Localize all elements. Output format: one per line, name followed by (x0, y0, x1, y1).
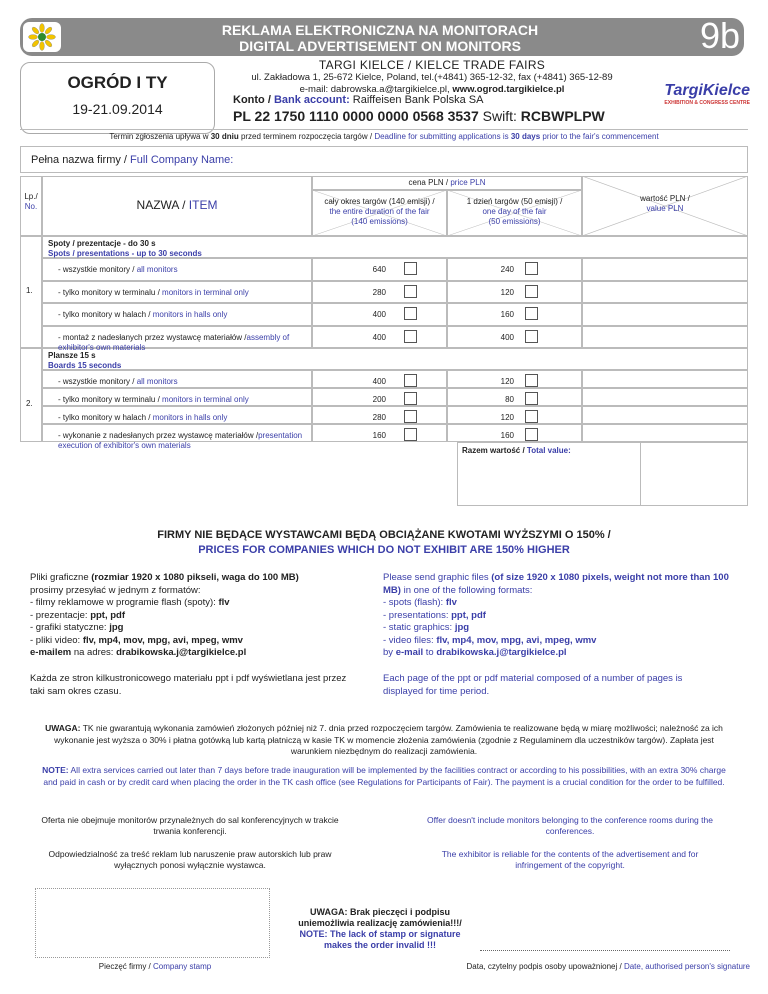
pages-note-pl: Każda ze stron kilkustronicowego materiału ppt i pdf wyświetlana jest przez taki sam okres czasu. (30, 673, 347, 697)
logo-text: TargiKielce (664, 82, 750, 99)
header-title (160, 22, 600, 54)
section2-title: Plansze 15 s Boards 15 seconds (48, 351, 122, 370)
company-stamp-area[interactable] (35, 888, 270, 958)
price-day: 120 (500, 287, 514, 297)
warning-en: NOTE: All extra services carried out later than 7 days before trade inauguration will be implemented by the facilities contract or according to his possibilities, with an extra 30% charge and paid in cash or by credit card when placing the order in the TK cash office (see Regulations for Participants of Fair). The payment is a crucial condition for the order to be fulfilled. (42, 765, 726, 787)
price-day: 120 (500, 377, 514, 386)
company-name-field[interactable] (20, 146, 748, 173)
responsibility-note-en: The exhibitor is reliable for the contents of the advertisement and for infringement of the copyright. (441, 849, 699, 870)
company-label-pl: Pełna nazwa firmy / (31, 154, 131, 166)
logo-subtext: EXHIBITION & CONGRESS CENTRE (664, 100, 750, 106)
fair-info (222, 58, 642, 96)
price-day: 160 (500, 431, 514, 440)
checkbox-entire[interactable] (404, 374, 417, 387)
non-exhibitor-notice (80, 528, 688, 558)
price-day: 120 (500, 413, 514, 422)
flower-logo-icon (23, 22, 61, 52)
swift-code: RCBWPLPW (520, 108, 605, 124)
price-entire: 640 (372, 265, 386, 274)
account-number: PL 22 1750 1110 0000 0000 0568 3537 (233, 108, 479, 124)
price-entire: 400 (372, 332, 386, 342)
swift-label: Swift: (478, 108, 521, 124)
section2-no: 2. (26, 399, 33, 408)
company-label-en: Full Company Name: (130, 154, 234, 166)
stamp-label: Pieczęć firmy / Company stamp (98, 962, 212, 971)
price-header: cena PLN / price PLN (408, 178, 486, 187)
event-dates: 19-21.09.2014 (72, 101, 163, 117)
checkbox-day[interactable] (525, 307, 538, 320)
checkbox-entire[interactable] (404, 392, 417, 405)
fair-name: TARGI KIELCE / KIELCE TRADE FAIRS (318, 58, 546, 72)
event-box (20, 62, 215, 134)
price-entire: 400 (372, 377, 386, 386)
checkbox-entire[interactable] (404, 330, 417, 343)
event-name: OGRÓD I TY (67, 73, 168, 92)
price-entire: 280 (372, 287, 386, 297)
price-entire: 200 (372, 395, 386, 404)
checkbox-day[interactable] (525, 262, 538, 275)
signature-label: Data, czytelny podpis osoby upoważnionej / Date, authorised person's signature (466, 962, 750, 971)
price-day: 80 (505, 395, 514, 404)
price-day: 160 (500, 310, 514, 319)
fair-email[interactable]: e-mail: dabrowska.a@targikielce.pl, (299, 84, 453, 95)
checkbox-day[interactable] (525, 330, 538, 343)
bank-line (233, 94, 483, 106)
order-table (20, 176, 748, 506)
item-header: NAZWA / ITEM (136, 198, 218, 212)
bank-label-en: Bank account: (273, 94, 353, 106)
notice-pl: FIRMY NIE BĘDĄCE WYSTAWCAMI BĘDĄ OBCIĄŻANE KWOTAMI WYŻSZYMI O 150% / (157, 529, 611, 541)
row-label: - wszystkie monitory / all monitors (58, 265, 178, 274)
checkbox-day[interactable] (525, 374, 538, 387)
notice-en: PRICES FOR COMPANIES WHICH DO NOT EXHIBIT ARE 150% HIGHER (198, 544, 570, 556)
responsibility-note-pl: Odpowiedzialność za treść reklam lub naruszenie praw autorskich lub praw wyłącznych ponosi wyłącznie wystawca. (48, 849, 332, 870)
price-day: 240 (500, 265, 514, 274)
deadline-note: Termin zgłoszenia upływa w 30 dniu przed terminem rozpoczęcia targów / Deadline for submitting applications is 30 days prior to the fair's commencement (20, 129, 748, 141)
row-label: - tylko monitory w halach / monitors in halls only (58, 310, 228, 319)
price-entire: 400 (372, 310, 386, 319)
row-label: - tylko monitory w halach / monitors in halls only (58, 413, 228, 422)
checkbox-entire[interactable] (404, 428, 417, 441)
offer-note-en: Offer doesn't include monitors belonging to the conference rooms during the conferences. (427, 815, 713, 836)
row-label: - montaż z nadesłanych przez wystawcę materiałów /assembly of exhibitor's own materials (58, 332, 290, 352)
account-line (233, 108, 605, 124)
targi-kielce-logo (650, 82, 750, 106)
total-label: Razem wartość / Total value: (462, 446, 571, 455)
lp-header: Lp./ No. (24, 192, 38, 211)
row-label: - wszystkie monitory / all monitors (58, 377, 178, 386)
file-requirements-en: Please send graphic files (of size 1920 x 1080 pixels, weight not more than 100 MB) in one of the following formats: - spots (flash): flv - presentations: ppt, pdf - static graphics: jpg - video files: flv, mp4, mov, mpg, avi, mpeg, wmv by e-mail to drabikowska.j@targikielce.pl (383, 572, 729, 658)
row-label: - tylko monitory w terminalu / monitors in terminal only (58, 287, 249, 297)
col-value-header: wartość PLN / value PLN (640, 194, 690, 213)
pages-note-en: Each page of the ppt or pdf material composed of a number of pages is displayed for time period. (383, 673, 683, 697)
checkbox-entire[interactable] (404, 285, 417, 298)
price-day: 400 (500, 332, 514, 342)
col-entire-header: cały okres targów (140 emisji) / the entire duration of the fair (140 emissions) (324, 197, 435, 226)
checkbox-day[interactable] (525, 428, 538, 441)
title-pl: REKLAMA ELEKTRONICZNA NA MONITORACH (221, 22, 539, 38)
title-en: DIGITAL ADVERTISEMENT ON MONITORS (239, 38, 521, 54)
checkbox-day[interactable] (525, 392, 538, 405)
bank-name: Raiffeisen Bank Polska SA (352, 94, 484, 106)
form-code: 9b (699, 15, 740, 56)
col-day-header: 1 dzień targów (50 emisji) / one day of the fair (50 emissions) (466, 197, 563, 226)
stamp-warning: UWAGA: Brak pieczęci i podpisu uniemożliwia realizację zamówienia!!!/ NOTE: The lack of stamp or signature makes the order invalid !!! (298, 907, 462, 950)
fair-address: ul. Zakładowa 1, 25-672 Kielce, Poland, tel.(+4841) 365-12-32, fax (+4841) 365-12-89 (251, 72, 613, 83)
price-entire: 160 (372, 431, 386, 440)
signature-line[interactable] (480, 950, 730, 951)
checkbox-day[interactable] (525, 285, 538, 298)
checkbox-entire[interactable] (404, 410, 417, 423)
checkbox-entire[interactable] (404, 262, 417, 275)
row-label: - tylko monitory w terminalu / monitors in terminal only (58, 395, 249, 404)
email-link-pl[interactable]: drabikowska.j@targikielce.pl (116, 647, 247, 658)
price-entire: 280 (372, 413, 386, 422)
row-label: - wykonanie z nadesłanych przez wystawcę materiałów /presentation execution of exhibitor's own materials (58, 431, 303, 450)
file-requirements-pl: Pliki graficzne (rozmiar 1920 x 1080 pikseli, waga do 100 MB) prosimy przesyłać w jednym z formatów: - filmy reklamowe w programie flash (spoty): flv - prezentacje: ppt, pdf - grafiki statyczne: jpg - pliki video: flv, mp4, mov, mpg, avi, mpeg, wmv e-mailem na adres: drabikowska.j@targikielce.pl (30, 572, 299, 658)
offer-note-pl: Oferta nie obejmuje monitorów przynależnych do sal konferencyjnych w trakcie trwania konferencji. (41, 815, 339, 836)
section1-no: 1. (26, 286, 33, 295)
section1-title: Spoty / prezentacje - do 30 s Spots / presentations - up to 30 seconds (48, 239, 202, 258)
fair-web-link[interactable]: www.ogrod.targikielce.pl (452, 84, 565, 95)
warning-pl: UWAGA: TK nie gwarantują wykonania zamówień złożonych później niż 7. dnia przed rozpoczęciem targów. Zamówienia te realizowane będą w miarę możliwości; należność za ich wykonanie jest wyższa o 30% i płatna gotówką lub kartą płatniczą w kasie TK w momencie złożenia zamówienia (zgodnie z Regulaminem dla uczestników targów). Zapłata jest warunkiem niezbędnym do realizacji zamówienia. (45, 723, 723, 756)
checkbox-entire[interactable] (404, 307, 417, 320)
bank-label-pl: Konto / (233, 94, 274, 106)
email-link-en[interactable]: drabikowska.j@targikielce.pl (436, 647, 567, 658)
checkbox-day[interactable] (525, 410, 538, 423)
